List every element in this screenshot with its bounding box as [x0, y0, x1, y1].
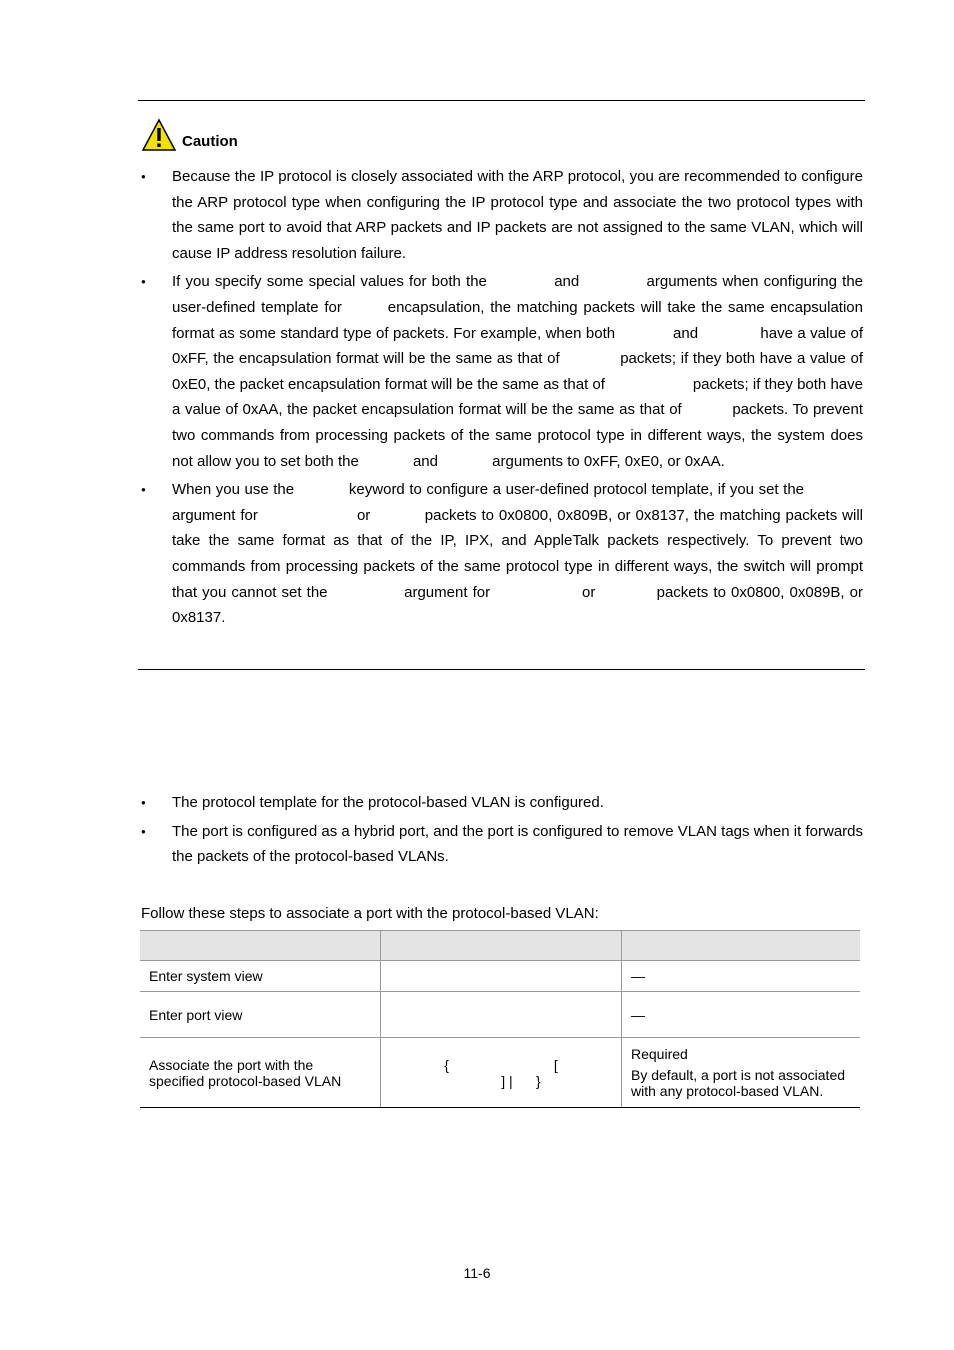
cell-command: [381, 961, 622, 992]
cell-remarks: —: [622, 992, 861, 1038]
cell-remarks: —: [622, 961, 861, 992]
prerequisite-item: ● The port is configured as a hybrid port, and the port is configured to remove VLAN tags when it forwards the packets of the protocol-based VLANs.: [0, 819, 863, 870]
cell-remarks: [622, 1038, 861, 1108]
top-rule: [138, 100, 865, 101]
header-cell-operation: [140, 931, 381, 961]
prerequisite-list: [0, 790, 954, 873]
header-cell-remarks: [622, 931, 861, 961]
caution-item: ● Because the IP protocol is closely associated with the ARP protocol, you are recommended to configure the ARP protocol type when configuring the IP protocol type and associate the two protocol types with the same port to avoid that ARP packets and IP packets are not assigned to the same VLAN, which will cause IP address resolution failure.: [0, 164, 863, 266]
steps-intro: Follow these steps to associate a port with the protocol-based VLAN:: [141, 905, 599, 922]
steps-table: [140, 930, 860, 1108]
cell-operation: Enter system view: [140, 961, 381, 992]
cell-operation: Associate the port with the specified protocol-based VLAN: [140, 1038, 381, 1108]
caution-title: Caution: [182, 133, 238, 150]
caution-list: [0, 164, 954, 634]
table-header-row: [140, 931, 860, 961]
caution-item: ● If you specify some special values for both the and arguments when configuring the user-defined template for encapsulation, the matching packets will take the same encapsulation format as some standard type of packets. For example, when both and have a value of 0xFF, the encapsulation format will be the same as that of packets; if they both have a value of 0xE0, the packet encapsulation format will be the same as that of packets; if they both have a value of 0xAA, the packet encapsulation format will be the same as that of packets. To prevent two commands from processing packets of the same protocol type in different ways, the system does not allow you to set both the and arguments to 0xFF, 0xE0, or 0xAA.: [0, 269, 863, 474]
remark-required: Required: [631, 1046, 688, 1062]
table-row: [140, 1038, 860, 1108]
prerequisite-item: ● The protocol template for the protocol-based VLAN is configured.: [0, 790, 863, 816]
command-syntax-line: ] | }: [501, 1072, 541, 1089]
table-row: [140, 992, 860, 1038]
cell-command: [381, 992, 622, 1038]
header-cell-command: [381, 931, 622, 961]
caution-item: ● When you use the keyword to configure a user-defined protocol template, if you set the argument for or packets to 0x0800, 0x809B, or 0x8137, the matching packets will take the same format as that of the IP, IPX, and AppleTalk packets respectively. To prevent two commands from processing packets of the same protocol type in different ways, the switch will prompt that you cannot set the argument for or packets to 0x0800, 0x089B, or 0x8137.: [0, 477, 863, 631]
bottom-rule: [138, 669, 865, 670]
command-syntax-line: { [: [444, 1056, 558, 1073]
warning-triangle-icon: [141, 118, 177, 152]
page-number: 11-6: [463, 1265, 491, 1281]
remark-default: By default, a port is not associated with any protocol-based VLAN.: [631, 1067, 846, 1099]
cell-operation: Enter port view: [140, 992, 381, 1038]
table-row: [140, 961, 860, 992]
cell-command: [381, 1038, 622, 1108]
